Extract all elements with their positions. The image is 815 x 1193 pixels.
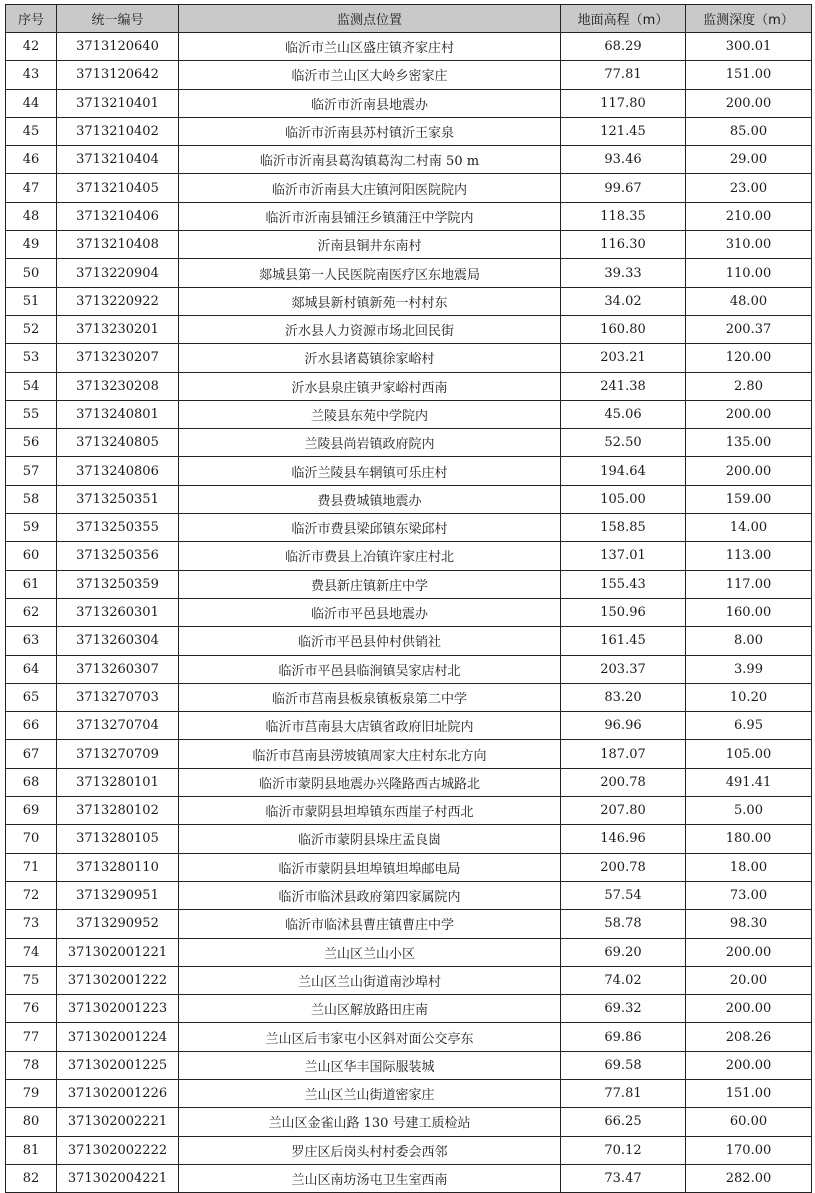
cell-seq: 48 bbox=[6, 202, 57, 230]
cell-elevation: 200.78 bbox=[561, 768, 686, 796]
table-row bbox=[6, 740, 812, 768]
cell-location: 郯城县新村镇新苑一村村东 bbox=[179, 287, 561, 315]
cell-code: 3713250355 bbox=[57, 514, 179, 542]
table-row bbox=[6, 853, 812, 881]
cell-depth: 10.20 bbox=[686, 683, 812, 711]
cell-code: 3713210406 bbox=[57, 202, 179, 230]
cell-elevation: 69.86 bbox=[561, 1023, 686, 1051]
cell-elevation: 77.81 bbox=[561, 1079, 686, 1107]
table-row bbox=[6, 457, 812, 485]
cell-depth: 98.30 bbox=[686, 910, 812, 938]
table-row bbox=[6, 627, 812, 655]
cell-location: 临沂兰陵县车辋镇可乐庄村 bbox=[179, 457, 561, 485]
cell-elevation: 69.32 bbox=[561, 995, 686, 1023]
cell-seq: 71 bbox=[6, 853, 57, 881]
cell-location: 沂水县诸葛镇徐家峪村 bbox=[179, 344, 561, 372]
cell-depth: 85.00 bbox=[686, 117, 812, 145]
cell-elevation: 146.96 bbox=[561, 825, 686, 853]
cell-elevation: 155.43 bbox=[561, 570, 686, 598]
cell-seq: 76 bbox=[6, 995, 57, 1023]
cell-code: 3713290952 bbox=[57, 910, 179, 938]
cell-depth: 491.41 bbox=[686, 768, 812, 796]
cell-code: 371302001222 bbox=[57, 966, 179, 994]
cell-depth: 200.00 bbox=[686, 89, 812, 117]
cell-elevation: 117.80 bbox=[561, 89, 686, 117]
cell-seq: 66 bbox=[6, 712, 57, 740]
cell-depth: 200.00 bbox=[686, 1051, 812, 1079]
cell-code: 371302001223 bbox=[57, 995, 179, 1023]
cell-seq: 50 bbox=[6, 259, 57, 287]
cell-seq: 53 bbox=[6, 344, 57, 372]
cell-location: 兰山区解放路田庄南 bbox=[179, 995, 561, 1023]
header-depth: 监测深度（m） bbox=[686, 5, 812, 33]
cell-depth: 159.00 bbox=[686, 485, 812, 513]
cell-code: 371302001224 bbox=[57, 1023, 179, 1051]
cell-elevation: 118.35 bbox=[561, 202, 686, 230]
cell-elevation: 58.78 bbox=[561, 910, 686, 938]
table-row bbox=[6, 146, 812, 174]
cell-elevation: 69.58 bbox=[561, 1051, 686, 1079]
table-row bbox=[6, 712, 812, 740]
table-row bbox=[6, 514, 812, 542]
cell-elevation: 150.96 bbox=[561, 598, 686, 626]
cell-elevation: 116.30 bbox=[561, 231, 686, 259]
cell-location: 临沂市莒南县涝坡镇周家大庄村东北方向 bbox=[179, 740, 561, 768]
cell-seq: 72 bbox=[6, 881, 57, 909]
cell-depth: 120.00 bbox=[686, 344, 812, 372]
cell-location: 临沂市蒙阴县坦埠镇东西崖子村西北 bbox=[179, 797, 561, 825]
cell-location: 兰山区华丰国际服装城 bbox=[179, 1051, 561, 1079]
cell-elevation: 74.02 bbox=[561, 966, 686, 994]
cell-elevation: 66.25 bbox=[561, 1108, 686, 1136]
table-row bbox=[6, 429, 812, 457]
cell-seq: 80 bbox=[6, 1108, 57, 1136]
cell-depth: 113.00 bbox=[686, 542, 812, 570]
cell-code: 3713210404 bbox=[57, 146, 179, 174]
cell-code: 3713210401 bbox=[57, 89, 179, 117]
cell-elevation: 121.45 bbox=[561, 117, 686, 145]
cell-code: 3713120642 bbox=[57, 61, 179, 89]
cell-location: 郯城县第一人民医院南医疗区东地震局 bbox=[179, 259, 561, 287]
cell-code: 371302001221 bbox=[57, 938, 179, 966]
table-row bbox=[6, 542, 812, 570]
cell-location: 兰陵县尚岩镇政府院内 bbox=[179, 429, 561, 457]
cell-depth: 20.00 bbox=[686, 966, 812, 994]
cell-depth: 200.00 bbox=[686, 400, 812, 428]
cell-elevation: 200.78 bbox=[561, 853, 686, 881]
cell-code: 3713230201 bbox=[57, 315, 179, 343]
table-row bbox=[6, 910, 812, 938]
cell-depth: 23.00 bbox=[686, 174, 812, 202]
cell-seq: 63 bbox=[6, 627, 57, 655]
cell-code: 371302001225 bbox=[57, 1051, 179, 1079]
monitoring-points-table bbox=[5, 4, 812, 1193]
table-row bbox=[6, 400, 812, 428]
cell-seq: 64 bbox=[6, 655, 57, 683]
cell-location: 临沂市莒南县大店镇省政府旧址院内 bbox=[179, 712, 561, 740]
cell-code: 3713230208 bbox=[57, 372, 179, 400]
cell-location: 兰陵县东苑中学院内 bbox=[179, 400, 561, 428]
cell-location: 临沂市沂南县大庄镇河阳医院院内 bbox=[179, 174, 561, 202]
cell-code: 3713240801 bbox=[57, 400, 179, 428]
cell-elevation: 73.47 bbox=[561, 1164, 686, 1192]
cell-code: 3713220922 bbox=[57, 287, 179, 315]
table-row bbox=[6, 315, 812, 343]
cell-location: 临沂市莒南县板泉镇板泉第二中学 bbox=[179, 683, 561, 711]
header-seq: 序号 bbox=[6, 5, 57, 33]
cell-seq: 77 bbox=[6, 1023, 57, 1051]
cell-seq: 44 bbox=[6, 89, 57, 117]
cell-code: 3713270709 bbox=[57, 740, 179, 768]
cell-depth: 14.00 bbox=[686, 514, 812, 542]
cell-code: 3713250356 bbox=[57, 542, 179, 570]
cell-code: 371302002222 bbox=[57, 1136, 179, 1164]
cell-depth: 48.00 bbox=[686, 287, 812, 315]
cell-depth: 6.95 bbox=[686, 712, 812, 740]
cell-seq: 60 bbox=[6, 542, 57, 570]
cell-code: 3713120640 bbox=[57, 33, 179, 61]
table-row bbox=[6, 117, 812, 145]
cell-depth: 60.00 bbox=[686, 1108, 812, 1136]
cell-depth: 200.00 bbox=[686, 995, 812, 1023]
cell-seq: 79 bbox=[6, 1079, 57, 1107]
cell-elevation: 70.12 bbox=[561, 1136, 686, 1164]
cell-code: 3713240805 bbox=[57, 429, 179, 457]
cell-seq: 52 bbox=[6, 315, 57, 343]
header-elevation: 地面高程（m） bbox=[561, 5, 686, 33]
table-row bbox=[6, 797, 812, 825]
cell-depth: 160.00 bbox=[686, 598, 812, 626]
table-row bbox=[6, 33, 812, 61]
cell-elevation: 96.96 bbox=[561, 712, 686, 740]
table-row bbox=[6, 570, 812, 598]
cell-location: 临沂市临沭县曹庄镇曹庄中学 bbox=[179, 910, 561, 938]
cell-seq: 46 bbox=[6, 146, 57, 174]
cell-code: 3713210408 bbox=[57, 231, 179, 259]
cell-seq: 65 bbox=[6, 683, 57, 711]
cell-elevation: 203.21 bbox=[561, 344, 686, 372]
cell-elevation: 207.80 bbox=[561, 797, 686, 825]
header-location: 监测点位置 bbox=[179, 5, 561, 33]
cell-depth: 200.00 bbox=[686, 938, 812, 966]
cell-code: 3713260301 bbox=[57, 598, 179, 626]
cell-seq: 73 bbox=[6, 910, 57, 938]
cell-location: 沂南县铜井东南村 bbox=[179, 231, 561, 259]
cell-location: 临沂市沂南县葛沟镇葛沟二村南 50 m bbox=[179, 146, 561, 174]
cell-seq: 74 bbox=[6, 938, 57, 966]
cell-seq: 62 bbox=[6, 598, 57, 626]
cell-seq: 82 bbox=[6, 1164, 57, 1192]
cell-seq: 42 bbox=[6, 33, 57, 61]
table-row bbox=[6, 1108, 812, 1136]
cell-location: 兰山区兰山街道南沙埠村 bbox=[179, 966, 561, 994]
cell-depth: 200.37 bbox=[686, 315, 812, 343]
cell-seq: 69 bbox=[6, 797, 57, 825]
cell-elevation: 99.67 bbox=[561, 174, 686, 202]
table-row bbox=[6, 881, 812, 909]
cell-depth: 210.00 bbox=[686, 202, 812, 230]
cell-code: 3713260307 bbox=[57, 655, 179, 683]
cell-elevation: 105.00 bbox=[561, 485, 686, 513]
cell-seq: 78 bbox=[6, 1051, 57, 1079]
table-row bbox=[6, 231, 812, 259]
cell-code: 3713290951 bbox=[57, 881, 179, 909]
cell-elevation: 45.06 bbox=[561, 400, 686, 428]
cell-code: 3713240806 bbox=[57, 457, 179, 485]
table-row bbox=[6, 174, 812, 202]
cell-seq: 56 bbox=[6, 429, 57, 457]
cell-seq: 45 bbox=[6, 117, 57, 145]
cell-location: 临沂市费县梁邱镇东梁邱村 bbox=[179, 514, 561, 542]
cell-location: 临沂市蒙阴县坦埠镇坦埠邮电局 bbox=[179, 853, 561, 881]
cell-code: 3713280101 bbox=[57, 768, 179, 796]
cell-seq: 70 bbox=[6, 825, 57, 853]
table-row bbox=[6, 966, 812, 994]
cell-depth: 73.00 bbox=[686, 881, 812, 909]
cell-depth: 117.00 bbox=[686, 570, 812, 598]
table-row bbox=[6, 1164, 812, 1192]
cell-location: 临沂市兰山区大岭乡密家庄 bbox=[179, 61, 561, 89]
cell-depth: 8.00 bbox=[686, 627, 812, 655]
cell-location: 临沂市费县上冶镇许家庄村北 bbox=[179, 542, 561, 570]
cell-location: 兰山区兰山街道密家庄 bbox=[179, 1079, 561, 1107]
table-row bbox=[6, 344, 812, 372]
cell-seq: 81 bbox=[6, 1136, 57, 1164]
cell-elevation: 158.85 bbox=[561, 514, 686, 542]
cell-location: 兰山区南坊汤屯卫生室西南 bbox=[179, 1164, 561, 1192]
cell-code: 3713220904 bbox=[57, 259, 179, 287]
cell-elevation: 161.45 bbox=[561, 627, 686, 655]
cell-code: 3713210402 bbox=[57, 117, 179, 145]
table-body bbox=[6, 33, 812, 1193]
cell-elevation: 160.80 bbox=[561, 315, 686, 343]
cell-elevation: 39.33 bbox=[561, 259, 686, 287]
cell-depth: 18.00 bbox=[686, 853, 812, 881]
cell-seq: 43 bbox=[6, 61, 57, 89]
cell-location: 临沂市沂南县苏村镇沂王家泉 bbox=[179, 117, 561, 145]
table-row bbox=[6, 372, 812, 400]
table-row bbox=[6, 1079, 812, 1107]
table-row bbox=[6, 1051, 812, 1079]
cell-depth: 151.00 bbox=[686, 61, 812, 89]
table-row bbox=[6, 683, 812, 711]
cell-elevation: 57.54 bbox=[561, 881, 686, 909]
cell-depth: 208.26 bbox=[686, 1023, 812, 1051]
cell-location: 费县费城镇地震办 bbox=[179, 485, 561, 513]
cell-depth: 151.00 bbox=[686, 1079, 812, 1107]
table-row bbox=[6, 259, 812, 287]
cell-depth: 105.00 bbox=[686, 740, 812, 768]
cell-seq: 47 bbox=[6, 174, 57, 202]
cell-code: 3713230207 bbox=[57, 344, 179, 372]
table-row bbox=[6, 61, 812, 89]
cell-code: 3713270704 bbox=[57, 712, 179, 740]
cell-elevation: 83.20 bbox=[561, 683, 686, 711]
cell-location: 兰山区后韦家屯小区斜对面公交亭东 bbox=[179, 1023, 561, 1051]
cell-elevation: 194.64 bbox=[561, 457, 686, 485]
table-row bbox=[6, 655, 812, 683]
cell-code: 3713210405 bbox=[57, 174, 179, 202]
cell-location: 临沂市临沭县政府第四家属院内 bbox=[179, 881, 561, 909]
cell-location: 临沂市兰山区盛庄镇齐家庄村 bbox=[179, 33, 561, 61]
cell-elevation: 203.37 bbox=[561, 655, 686, 683]
cell-depth: 282.00 bbox=[686, 1164, 812, 1192]
cell-elevation: 241.38 bbox=[561, 372, 686, 400]
cell-depth: 2.80 bbox=[686, 372, 812, 400]
cell-seq: 51 bbox=[6, 287, 57, 315]
table-row bbox=[6, 598, 812, 626]
cell-depth: 3.99 bbox=[686, 655, 812, 683]
cell-location: 临沂市蒙阴县地震办兴隆路西古城路北 bbox=[179, 768, 561, 796]
cell-location: 临沂市平邑县地震办 bbox=[179, 598, 561, 626]
cell-seq: 75 bbox=[6, 966, 57, 994]
cell-seq: 54 bbox=[6, 372, 57, 400]
cell-code: 371302002221 bbox=[57, 1108, 179, 1136]
cell-code: 371302004221 bbox=[57, 1164, 179, 1192]
cell-elevation: 68.29 bbox=[561, 33, 686, 61]
cell-code: 3713260304 bbox=[57, 627, 179, 655]
cell-seq: 49 bbox=[6, 231, 57, 259]
cell-depth: 5.00 bbox=[686, 797, 812, 825]
cell-code: 3713280105 bbox=[57, 825, 179, 853]
cell-seq: 67 bbox=[6, 740, 57, 768]
header-code: 统一编号 bbox=[57, 5, 179, 33]
cell-depth: 170.00 bbox=[686, 1136, 812, 1164]
cell-code: 3713280110 bbox=[57, 853, 179, 881]
table-row bbox=[6, 287, 812, 315]
cell-code: 371302001226 bbox=[57, 1079, 179, 1107]
cell-elevation: 187.07 bbox=[561, 740, 686, 768]
cell-code: 3713270703 bbox=[57, 683, 179, 711]
table-row bbox=[6, 768, 812, 796]
cell-depth: 310.00 bbox=[686, 231, 812, 259]
cell-elevation: 52.50 bbox=[561, 429, 686, 457]
cell-location: 临沂市平邑县临涧镇吴家店村北 bbox=[179, 655, 561, 683]
table-row bbox=[6, 825, 812, 853]
cell-elevation: 34.02 bbox=[561, 287, 686, 315]
cell-depth: 180.00 bbox=[686, 825, 812, 853]
cell-location: 罗庄区后岗头村村委会西邻 bbox=[179, 1136, 561, 1164]
table-row bbox=[6, 1136, 812, 1164]
cell-code: 3713280102 bbox=[57, 797, 179, 825]
cell-location: 兰山区金雀山路 130 号建工质检站 bbox=[179, 1108, 561, 1136]
cell-seq: 68 bbox=[6, 768, 57, 796]
cell-depth: 200.00 bbox=[686, 457, 812, 485]
cell-seq: 57 bbox=[6, 457, 57, 485]
cell-seq: 61 bbox=[6, 570, 57, 598]
table-row bbox=[6, 995, 812, 1023]
cell-code: 3713250359 bbox=[57, 570, 179, 598]
cell-seq: 59 bbox=[6, 514, 57, 542]
cell-elevation: 77.81 bbox=[561, 61, 686, 89]
table-row bbox=[6, 485, 812, 513]
cell-depth: 135.00 bbox=[686, 429, 812, 457]
cell-depth: 300.01 bbox=[686, 33, 812, 61]
cell-location: 临沂市沂南县铺汪乡镇蒲汪中学院内 bbox=[179, 202, 561, 230]
table-row bbox=[6, 202, 812, 230]
cell-depth: 110.00 bbox=[686, 259, 812, 287]
cell-seq: 55 bbox=[6, 400, 57, 428]
cell-code: 3713250351 bbox=[57, 485, 179, 513]
table-header-row bbox=[6, 5, 812, 33]
cell-seq: 58 bbox=[6, 485, 57, 513]
table-row bbox=[6, 1023, 812, 1051]
cell-location: 费县新庄镇新庄中学 bbox=[179, 570, 561, 598]
cell-location: 临沂市沂南县地震办 bbox=[179, 89, 561, 117]
cell-elevation: 69.20 bbox=[561, 938, 686, 966]
table-row bbox=[6, 89, 812, 117]
cell-location: 临沂市蒙阴县垛庄孟良崮 bbox=[179, 825, 561, 853]
cell-depth: 29.00 bbox=[686, 146, 812, 174]
cell-location: 沂水县人力资源市场北回民街 bbox=[179, 315, 561, 343]
cell-location: 沂水县泉庄镇尹家峪村西南 bbox=[179, 372, 561, 400]
cell-location: 兰山区兰山小区 bbox=[179, 938, 561, 966]
table-row bbox=[6, 938, 812, 966]
cell-location: 临沂市平邑县仲村供销社 bbox=[179, 627, 561, 655]
cell-elevation: 137.01 bbox=[561, 542, 686, 570]
cell-elevation: 93.46 bbox=[561, 146, 686, 174]
